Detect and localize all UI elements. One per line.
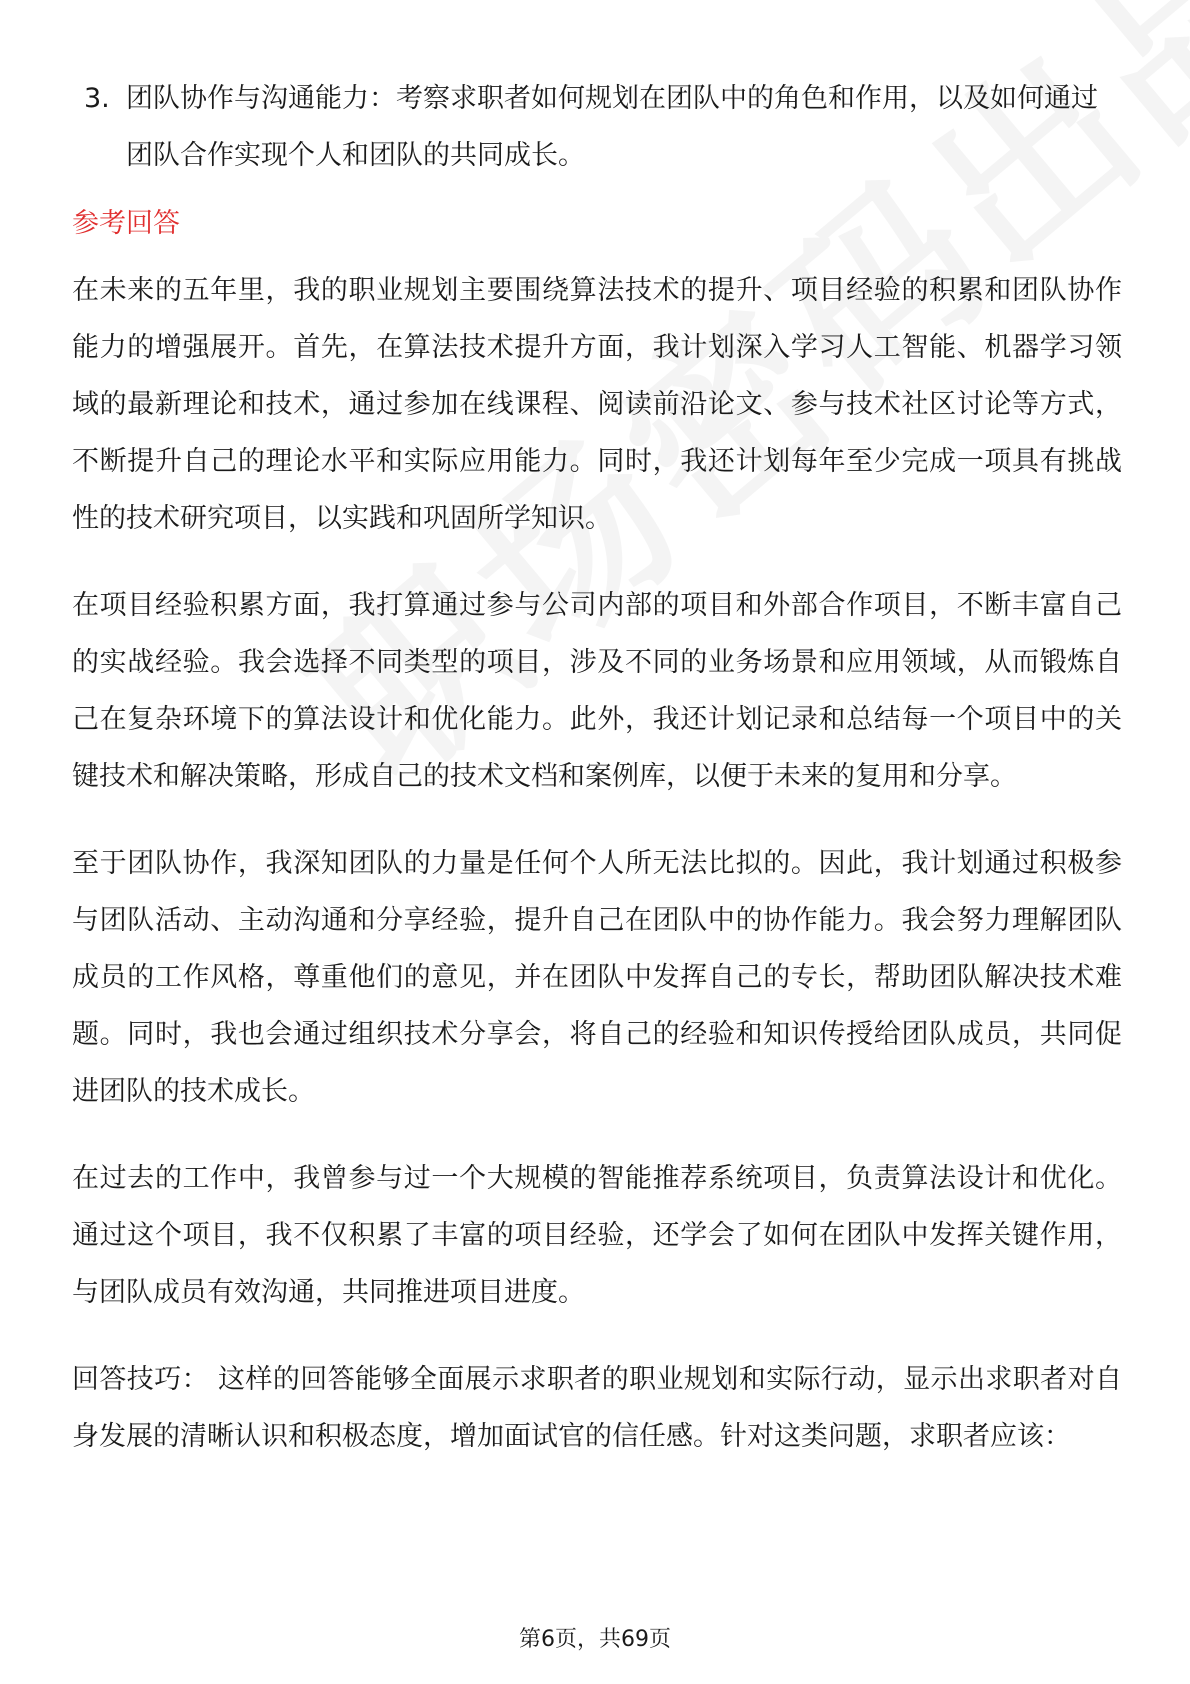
section-heading: 参考回答 [72, 208, 180, 239]
page-content [72, 70, 1122, 1495]
answer-tips-paragraph: 回答技巧： 这样的回答能够全面展示求职者的职业规划和实际行动，显示出求职者对自身发展的清晰认识和积极态度，增加面试官的信任感。针对这类问题，求职者应该： [72, 1364, 1122, 1452]
page-number-footer: 第6页，共69页 [519, 1627, 671, 1652]
paragraph-3: 至于团队协作，我深知团队的力量是任何个人所无法比拟的。因此，我计划通过积极参与团队活动、主动沟通和分享经验，提升自己在团队中的协作能力。我会努力理解团队成员的工作风格，尊重他们的意见，并在团队中发挥自己的专长，帮助团队解决技术难题。同时，我也会通过组织技术分享会，将自己的经验和知识传授给团队成员，共同促进团队的技术成长。 [72, 848, 1122, 1107]
paragraph-2: 在项目经验积累方面，我打算通过参与公司内部的项目和外部合作项目，不断丰富自己的实战经验。我会选择不同类型的项目，涉及不同的业务场景和应用领域，从而锻炼自己在复杂环境下的算法设计和优化能力。此外，我还计划记录和总结每一个项目中的关键技术和解决策略，形成自己的技术文档和案例库，以便于未来的复用和分享。 [72, 590, 1122, 792]
list-item-number: 3. [84, 83, 110, 114]
paragraph-4: 在过去的工作中，我曾参与过一个大规模的智能推荐系统项目，负责算法设计和优化。通过这个项目，我不仅积累了丰富的项目经验，还学会了如何在团队中发挥关键作用，与团队成员有效沟通，共同推进项目进度。 [72, 1163, 1122, 1308]
paragraph-1: 在未来的五年里，我的职业规划主要围绕算法技术的提升、项目经验的积累和团队协作能力的增强展开。首先，在算法技术提升方面，我计划深入学习人工智能、机器学习领域的最新理论和技术，通过参加在线课程、阅读前沿论文、参与技术社区讨论等方式，不断提升自己的理论水平和实际应用能力。同时，我还计划每年至少完成一项具有挑战性的技术研究项目，以实践和巩固所学知识。 [72, 275, 1122, 534]
list-item-text: 团队协作与沟通能力：考察求职者如何规划在团队中的角色和作用，以及如何通过团队合作实现个人和团队的共同成长。 [126, 83, 1098, 171]
list-item [84, 70, 1122, 184]
